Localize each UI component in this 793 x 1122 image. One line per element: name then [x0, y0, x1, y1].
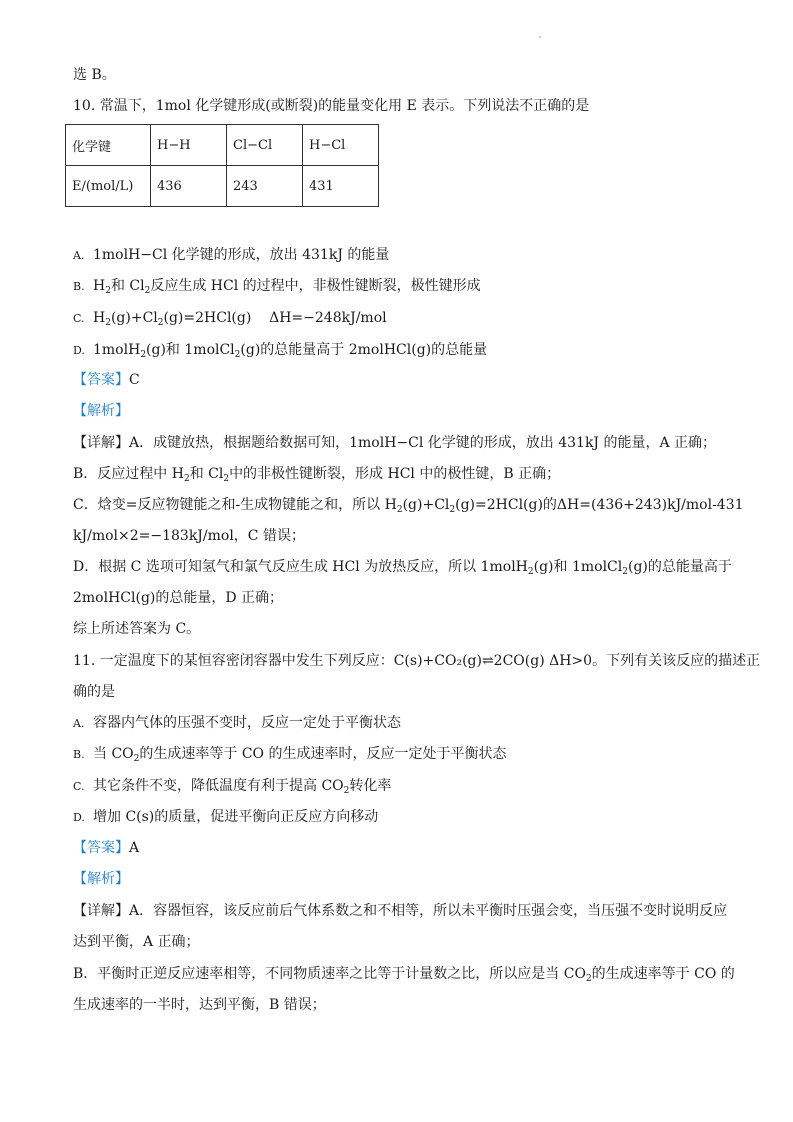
- bond-energy-table: [65, 124, 379, 207]
- detail-text: (g)和 1molCl: [533, 559, 623, 575]
- option-text: 的生成速率等于 CO 的生成速率时，反应一定处于平衡状态: [139, 746, 507, 762]
- scan-speck: [539, 36, 541, 38]
- answer-value: A: [129, 840, 140, 856]
- q11-analysis-heading: [73, 869, 129, 889]
- q10-detail-line-1: [73, 433, 716, 453]
- option-label: C.: [73, 780, 85, 793]
- table-cell: 243: [227, 166, 303, 207]
- detail-tag: 【详解】: [73, 435, 129, 451]
- table-cell: 436: [151, 166, 227, 207]
- q11-option-d: [73, 807, 378, 828]
- option-text: 容器内气体的压强不变时，反应一定处于平衡状态: [93, 715, 401, 731]
- q10-summary: 综上所述答案为 C。: [73, 621, 201, 637]
- table-cell: E/(mol/L): [66, 166, 151, 207]
- table-row: [66, 166, 379, 207]
- table-cell: 化学键: [66, 125, 151, 166]
- q10-option-a: [73, 245, 389, 266]
- subscript: 2: [183, 474, 190, 484]
- subscript: 2: [622, 567, 628, 577]
- option-text: 1molH−Cl 化学键的形成，放出 431kJ 的能量: [93, 247, 390, 263]
- q10-option-d: [73, 340, 487, 361]
- detail-text: B．平衡时正逆反应速率相等，不同物质速率之比等于计量数之比，所以应是当 CO: [73, 966, 586, 982]
- detail-text: A．成键放热，根据题给数据可知，1molH−Cl 化学键的形成，放出 431kJ 的能量，A 正确；: [129, 435, 717, 451]
- q11-option-c: [73, 776, 391, 797]
- option-text: 反应生成 HCl 的过程中，非极性键断裂，极性键形成: [150, 278, 481, 294]
- subscript: 2: [396, 505, 403, 515]
- option-text: 其它条件不变，降低温度有利于提高 CO: [93, 778, 344, 794]
- q11-answer: [73, 838, 139, 858]
- option-text: H: [93, 310, 106, 326]
- option-label: C.: [73, 312, 85, 325]
- option-text: (g)=2HCl(g) ΔH=−248kJ/mol: [163, 310, 387, 326]
- option-text: (g)+Cl: [110, 310, 158, 326]
- detail-text: (g)=2HCl(g)的ΔH=(436+243)kJ/mol-431: [455, 497, 744, 513]
- detail-text: (g)的总能量高于: [627, 559, 732, 575]
- table-header-row: [66, 125, 379, 166]
- detail-text: A．容器恒容，该反应前后气体系数之和不相等，所以未平衡时压强会变，当压强不变时说明反应: [129, 903, 728, 919]
- analysis-tag: 【解析】: [73, 403, 129, 419]
- option-text: 增加 C(s)的质量，促进平衡向正反应方向移动: [93, 809, 379, 825]
- q10-detail-line-3: [73, 495, 744, 515]
- subscript: 2: [133, 754, 140, 764]
- subscript: 2: [157, 318, 164, 328]
- answer-value: C: [129, 372, 140, 388]
- q10-detail-line-2: [73, 464, 560, 484]
- detail-text: 和 Cl: [189, 466, 224, 482]
- table-cell: 431: [303, 166, 379, 207]
- answer-tag: 【答案】: [73, 840, 129, 856]
- option-label: D.: [73, 344, 85, 357]
- q10-option-b: [73, 276, 481, 297]
- table-cell: H−Cl: [303, 125, 379, 166]
- q10-answer: [73, 370, 140, 390]
- q11-stem-line-2: 确的是: [73, 684, 115, 700]
- option-text: 转化率: [349, 778, 392, 794]
- option-label: A.: [73, 249, 85, 262]
- subscript: 2: [585, 974, 592, 984]
- subscript: 2: [140, 350, 147, 360]
- option-text: 和 Cl: [110, 278, 145, 294]
- subscript: 2: [449, 505, 456, 515]
- option-text: 1molH: [93, 342, 141, 358]
- option-text: (g)的总能量高于 2molHCl(g)的总能量: [240, 342, 488, 358]
- q10-analysis-heading: [73, 401, 129, 421]
- option-label: B.: [73, 280, 85, 293]
- option-label: B.: [73, 748, 85, 761]
- table-cell: H−H: [151, 125, 227, 166]
- option-label: A.: [73, 717, 85, 730]
- q10-detail-line-6: 2molHCl(g)的总能量，D 正确；: [73, 590, 284, 606]
- analysis-tag: 【解析】: [73, 871, 129, 887]
- option-text: 当 CO: [93, 746, 134, 762]
- q11-stem-line-1: 11. 一定温度下的某恒容密闭容器中发生下列反应：C(s)+CO₂(g)⇌2CO(g) ΔH>0。下列有关该反应的描述正: [73, 653, 761, 669]
- subscript: 2: [144, 286, 151, 296]
- q11-option-b: [73, 744, 506, 765]
- q10-detail-line-5: [73, 557, 732, 577]
- q10-detail-line-4: kJ/mol×2=−183kJ/mol，C 错误；: [73, 528, 305, 544]
- q11-detail-line-1: [73, 901, 727, 921]
- subscript: 2: [234, 350, 241, 360]
- q11-option-a: [73, 713, 401, 734]
- detail-text: B．反应过程中 H: [73, 466, 184, 482]
- q11-detail-line-4: 生成速率的一半时，达到平衡，B 错误；: [73, 997, 326, 1013]
- table-cell: Cl−Cl: [227, 125, 303, 166]
- option-text: (g)和 1molCl: [146, 342, 235, 358]
- previous-answer-line: 选 B。: [73, 67, 116, 83]
- detail-text: 中的非极性键断裂，形成 HCl 中的极性键，B 正确；: [229, 466, 561, 482]
- detail-text: C．焓变=反应物键能之和-生成物键能之和，所以 H: [73, 497, 397, 513]
- detail-tag: 【详解】: [73, 903, 129, 919]
- option-text: H: [93, 278, 106, 294]
- option-label: D.: [73, 811, 85, 824]
- answer-tag: 【答案】: [73, 372, 129, 388]
- subscript: 2: [105, 286, 111, 296]
- subscript: 2: [105, 318, 111, 328]
- subscript: 2: [223, 474, 230, 484]
- q11-detail-line-3: [73, 964, 735, 984]
- subscript: 2: [343, 786, 350, 796]
- detail-text: D．根据 C 选项可知氢气和氯气反应生成 HCl 为放热反应，所以 1molH: [73, 559, 528, 575]
- q10-option-c: [73, 308, 387, 329]
- detail-text: (g)+Cl: [402, 497, 450, 513]
- q11-detail-line-2: 达到平衡，A 正确；: [73, 934, 200, 950]
- q10-stem: 10. 常温下，1mol 化学键形成(或断裂)的能量变化用 E 表示。下列说法不正确的是: [73, 98, 590, 114]
- subscript: 2: [527, 567, 534, 577]
- detail-text: 的生成速率等于 CO 的: [591, 966, 735, 982]
